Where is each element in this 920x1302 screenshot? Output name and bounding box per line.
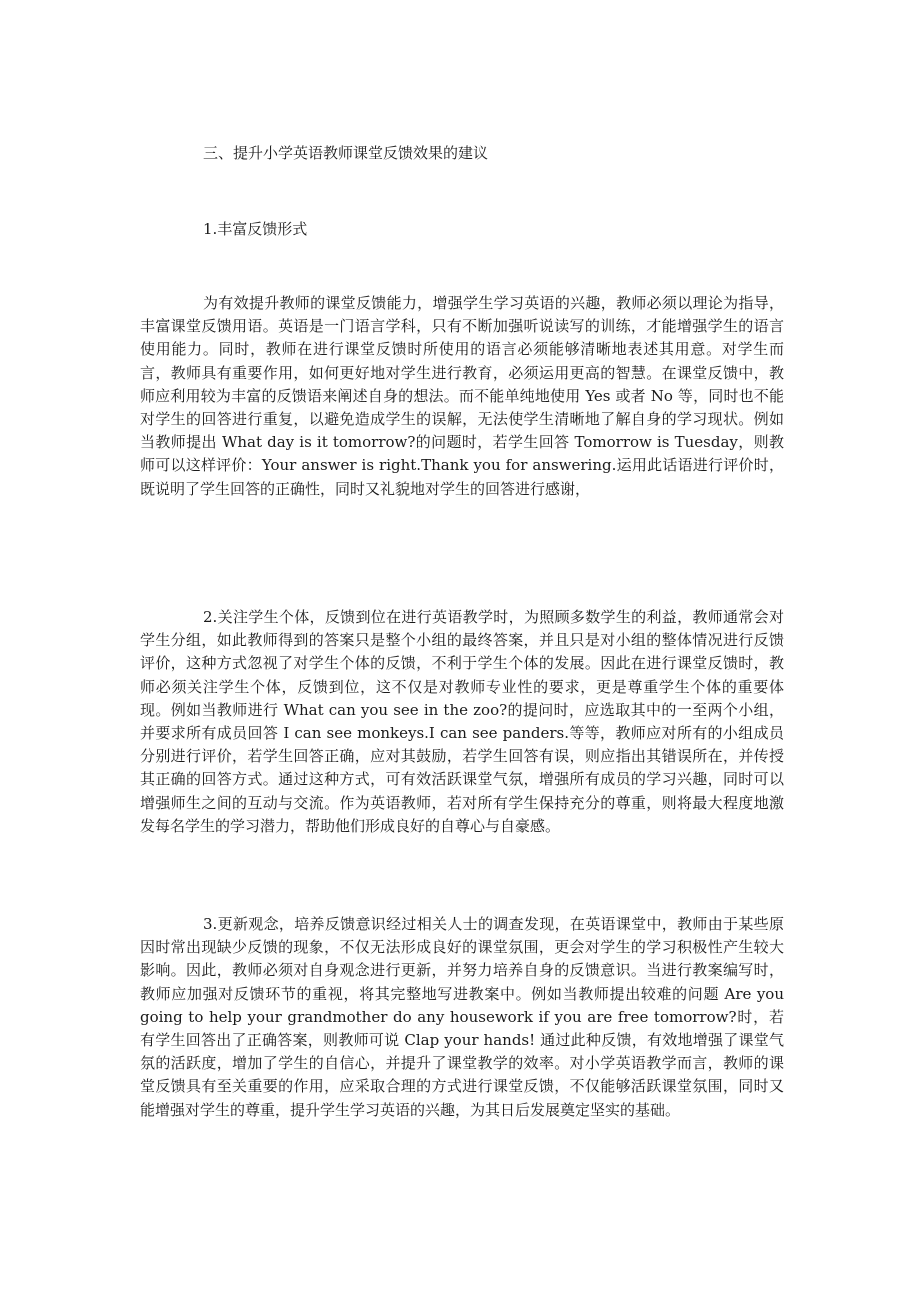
paragraph-feedback-awareness: 3.更新观念，培养反馈意识经过相关人士的调查发现，在英语课堂中，教师由于某些原因时常出现缺少反馈的现象，不仅无法形成良好的课堂氛围，更会对学生的学习积极性产生较大影响。因此，教师必须对自身观念进行更新，并努力培养自身的反馈意识。当进行教案编写时，教师应加强对反馈环节的重视，将其完整地写进教案中。例如当教师提出较难的问题 Are you going to help your grandmother do any housework if you are free tomorrow?时，若有学生回答出了正确答案，则教师可说 Clap your hands! 通过此种反馈，有效地增强了课堂气氛的活跃度，增加了学生的自信心，并提升了课堂教学的效率。对小学英语教学而言，教师的课堂反馈具有至关重要的作用，应采取合理的方式进行课堂反馈，不仅能够活跃课堂氛围，同时又能增强对学生的尊重，提升学生学习英语的兴趣，为其日后发展奠定坚实的基础。 [140, 915, 784, 1119]
section-title: 三、提升小学英语教师课堂反馈效果的建议 [203, 144, 489, 162]
paragraph-individual-feedback: 2.关注学生个体，反馈到位在进行英语教学时，为照顾多数学生的利益，教师通常会对学生分组，如此教师得到的答案只是整个小组的最终答案，并且只是对小组的整体情况进行反馈评价，这种方式忽视了对学生个体的反馈，不利于学生个体的发展。因此在进行课堂反馈时，教师必须关注学生个体，反馈到位，这不仅是对教师专业性的要求，更是尊重学生个体的重要体现。例如当教师进行 What can you see in the zoo?的提问时，应选取其中的一至两个小组，并要求所有成员回答 I can see monkeys.I can see panders.等等，教师应对所有的小组成员分别进行评价，若学生回答正确，应对其鼓励，若学生回答有误，则应指出其错误所在，并传授其正确的回答方式。通过这种方式，可有效活跃课堂气氛，增强所有成员的学习兴趣，同时可以增强师生之间的互动与交流。作为英语教师，若对所有学生保持充分的尊重，则将最大程度地激发每名学生的学习潜力，帮助他们形成良好的自尊心与自豪感。 [140, 608, 784, 835]
subsection-title: 1.丰富反馈形式 [203, 220, 308, 238]
paragraph-rich-feedback: 为有效提升教师的课堂反馈能力，增强学生学习英语的兴趣，教师必须以理论为指导，丰富课堂反馈用语。英语是一门语言学科，只有不断加强听说读写的训练，才能增强学生的语言使用能力。同时，教师在进行课堂反馈时所使用的语言必须能够清晰地表述其用意。对学生而言，教师具有重要作用，如何更好地对学生进行教育，必须运用更高的智慧。在课堂反馈中，教师应利用较为丰富的反馈语来阐述自身的想法。而不能单纯地使用 Yes 或者 No 等，同时也不能对学生的回答进行重复，以避免造成学生的误解，无法使学生清晰地了解自身的学习现状。例如当教师提出 What day is it tomorrow?的问题时，若学生回答 Tomorrow is Tuesday，则教师可以这样评价：Your answer is right.Thank you for answering.运用此话语进行评价时，既说明了学生回答的正确性，同时又礼貌地对学生的回答进行感谢， [140, 294, 784, 498]
